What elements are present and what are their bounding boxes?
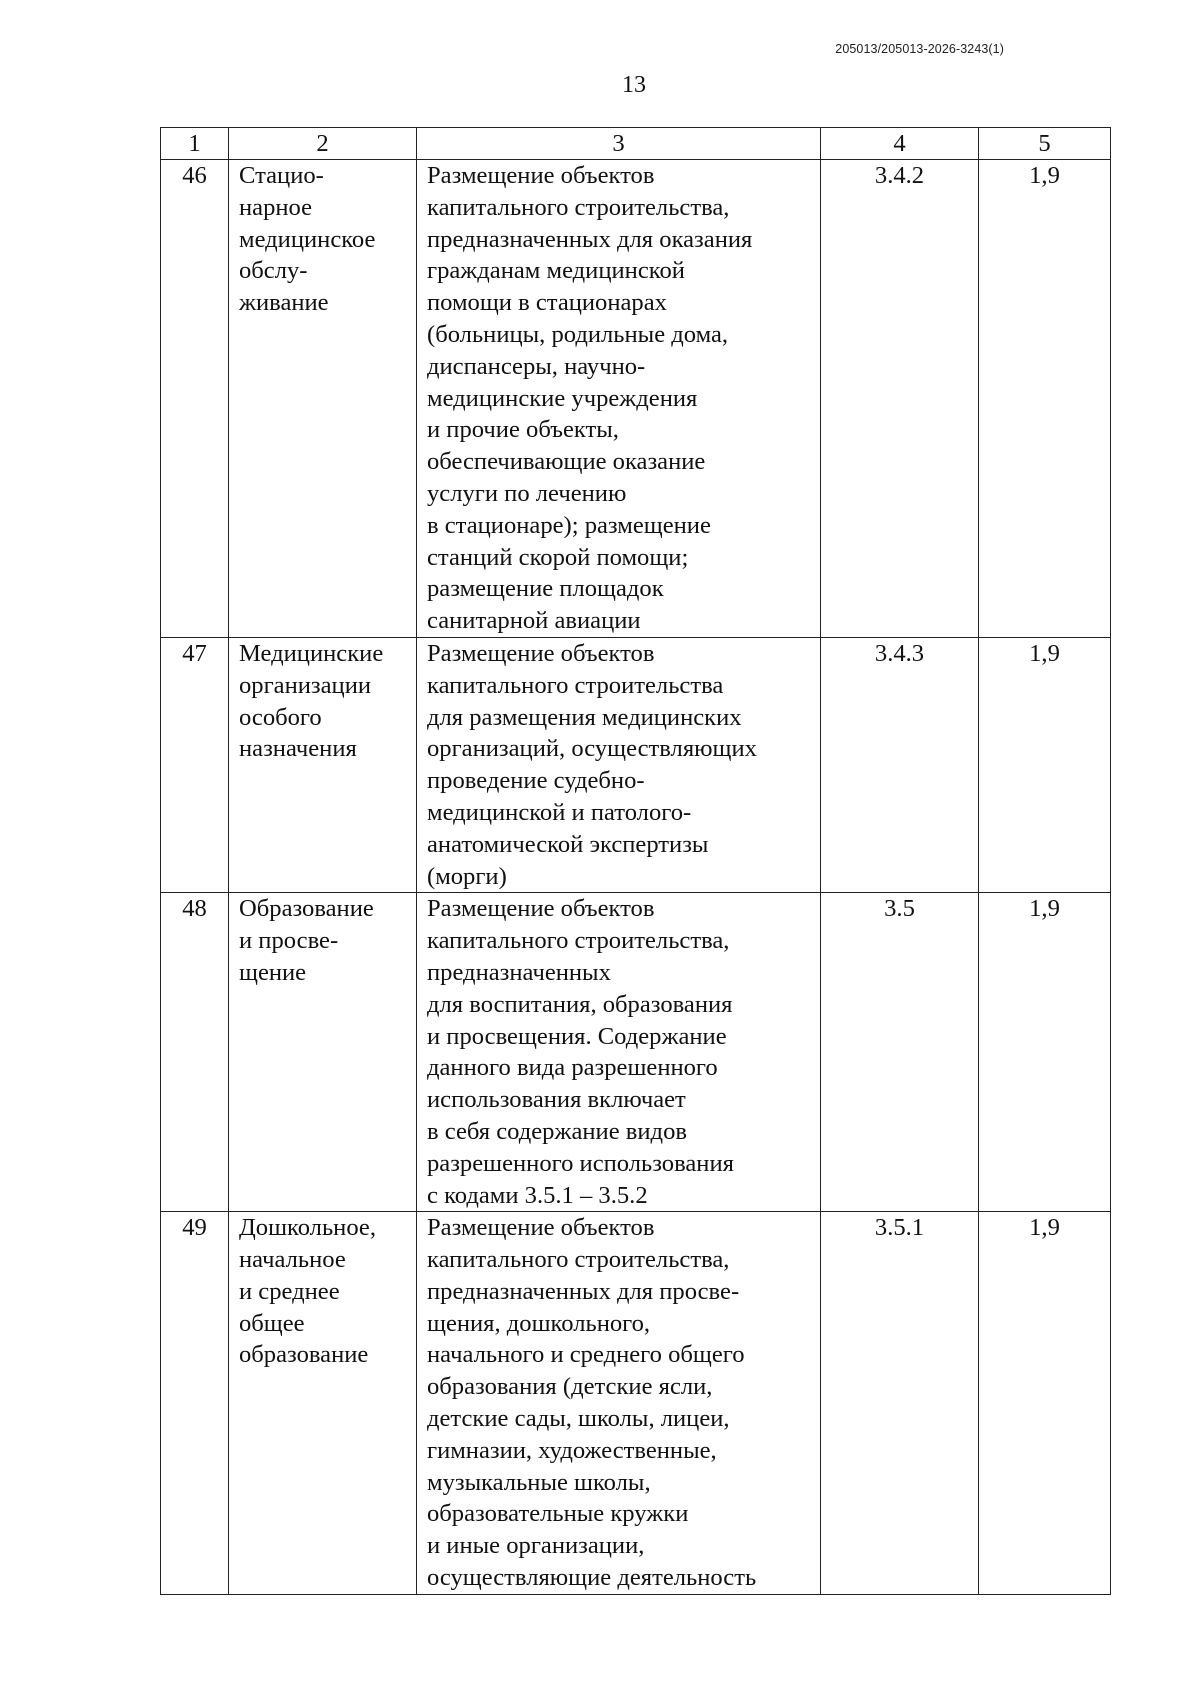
coefficient-cell: 1,9	[979, 1212, 1111, 1595]
description-line: музыкальные школы,	[427, 1468, 651, 1496]
description-line: Размещение объектов	[427, 639, 655, 667]
use-type-name-line: назначения	[239, 735, 357, 763]
use-type-name-line: Образование	[239, 895, 374, 923]
description-line: (больницы, родильные дома,	[427, 320, 729, 348]
use-type-name-line: и просве-	[239, 927, 339, 955]
page-number: 13	[622, 72, 646, 98]
description-line: с кодами 3.5.1 – 3.5.2	[427, 1181, 648, 1209]
coefficient-cell: 1,9	[979, 160, 1111, 638]
use-type-name-line: Дошкольное,	[239, 1214, 376, 1242]
description-line: Размещение объектов	[427, 895, 655, 923]
description-cell	[417, 893, 821, 1212]
use-type-name-line: и среднее	[239, 1277, 340, 1305]
description-line: капитального строительства,	[427, 1246, 730, 1274]
description-line: разрешенного использования	[427, 1149, 734, 1177]
use-type-name-line: общее	[239, 1309, 305, 1337]
table-row	[161, 1212, 1111, 1595]
description-line: медицинские учреждения	[427, 384, 698, 412]
row-number-cell: 49	[161, 1212, 229, 1595]
use-code-cell: 3.5	[821, 893, 979, 1212]
row-number-cell: 48	[161, 893, 229, 1212]
description-line: для воспитания, образования	[427, 990, 733, 1018]
description-line: размещение площадок	[427, 575, 664, 603]
description-line: организаций, осуществляющих	[427, 735, 757, 763]
description-line: детские сады, школы, лицеи,	[427, 1405, 730, 1433]
use-type-name-line: образование	[239, 1341, 369, 1369]
description-line: обеспечивающие оказание	[427, 448, 706, 476]
description-line: образовательные кружки	[427, 1500, 689, 1528]
description-line: и просвещения. Содержание	[427, 1022, 727, 1050]
description-line: и иные организации,	[427, 1532, 645, 1560]
coefficient-cell: 1,9	[979, 893, 1111, 1212]
description-line: проведение судебно-	[427, 767, 645, 795]
description-line: капитального строительства,	[427, 927, 730, 955]
description-line: и прочие объекты,	[427, 416, 619, 444]
description-line: предназначенных для оказания	[427, 225, 753, 253]
row-number-cell: 46	[161, 160, 229, 638]
row-number-cell: 47	[161, 637, 229, 892]
description-line: станций скорой помощи;	[427, 543, 689, 571]
description-line: в себя содержание видов	[427, 1117, 687, 1145]
description-line: предназначенных для просве-	[427, 1277, 740, 1305]
description-line: образования (детские ясли,	[427, 1373, 713, 1401]
description-line: диспансеры, научно-	[427, 352, 646, 380]
table-header-row	[161, 128, 1111, 160]
use-type-name-line: щение	[239, 958, 307, 986]
use-type-name-line: организации	[239, 671, 372, 699]
description-line: предназначенных	[427, 958, 611, 986]
use-type-name-cell	[229, 1212, 417, 1595]
use-code-cell: 3.4.3	[821, 637, 979, 892]
description-line: (морги)	[427, 862, 507, 890]
description-line: в стационаре); размещение	[427, 511, 711, 539]
description-line: медицинской и патолого-	[427, 798, 692, 826]
use-code-cell: 3.5.1	[821, 1212, 979, 1595]
table-row	[161, 637, 1111, 892]
document-id: 205013/205013-2026-3243(1)	[835, 42, 1004, 56]
description-cell	[417, 160, 821, 638]
use-type-name-line: Медицинские	[239, 639, 384, 667]
column-header: 3	[417, 128, 821, 160]
coefficient-cell: 1,9	[979, 637, 1111, 892]
use-type-name-line: особого	[239, 703, 322, 731]
column-header: 5	[979, 128, 1111, 160]
description-line: услуги по лечению	[427, 479, 627, 507]
table-row	[161, 893, 1111, 1212]
description-line: капитального строительства,	[427, 193, 730, 221]
description-line: для размещения медицинских	[427, 703, 742, 731]
description-line: гимназии, художественные,	[427, 1436, 717, 1464]
land-use-table	[160, 127, 1111, 1595]
use-type-name-line: Стацио-	[239, 162, 324, 189]
use-type-name-line: нарное	[239, 193, 313, 221]
use-type-name-cell	[229, 893, 417, 1212]
use-type-name-line: живание	[239, 289, 329, 317]
use-type-name-line: обслу-	[239, 257, 308, 285]
description-line: помощи в стационарах	[427, 289, 667, 317]
description-line: санитарной авиации	[427, 607, 641, 635]
use-type-name-line: медицинское	[239, 225, 376, 253]
description-line: использования включает	[427, 1086, 686, 1114]
use-type-name-cell	[229, 160, 417, 638]
description-line: гражданам медицинской	[427, 257, 685, 285]
column-header: 1	[161, 128, 229, 160]
description-line: Размещение объектов	[427, 1214, 655, 1242]
description-line: анатомической экспертизы	[427, 830, 709, 858]
description-cell	[417, 637, 821, 892]
column-header: 4	[821, 128, 979, 160]
description-line: начального и среднего общего	[427, 1341, 745, 1369]
description-line: данного вида разрешенного	[427, 1054, 718, 1082]
description-cell	[417, 1212, 821, 1595]
description-line: осуществляющие деятельность	[427, 1564, 757, 1592]
description-line: щения, дошкольного,	[427, 1309, 651, 1337]
use-code-cell: 3.4.2	[821, 160, 979, 638]
use-type-name-cell	[229, 637, 417, 892]
table-row	[161, 160, 1111, 638]
description-line: Размещение объектов	[427, 162, 655, 189]
use-type-name-line: начальное	[239, 1246, 346, 1274]
description-line: капитального строительства	[427, 671, 724, 699]
column-header: 2	[229, 128, 417, 160]
